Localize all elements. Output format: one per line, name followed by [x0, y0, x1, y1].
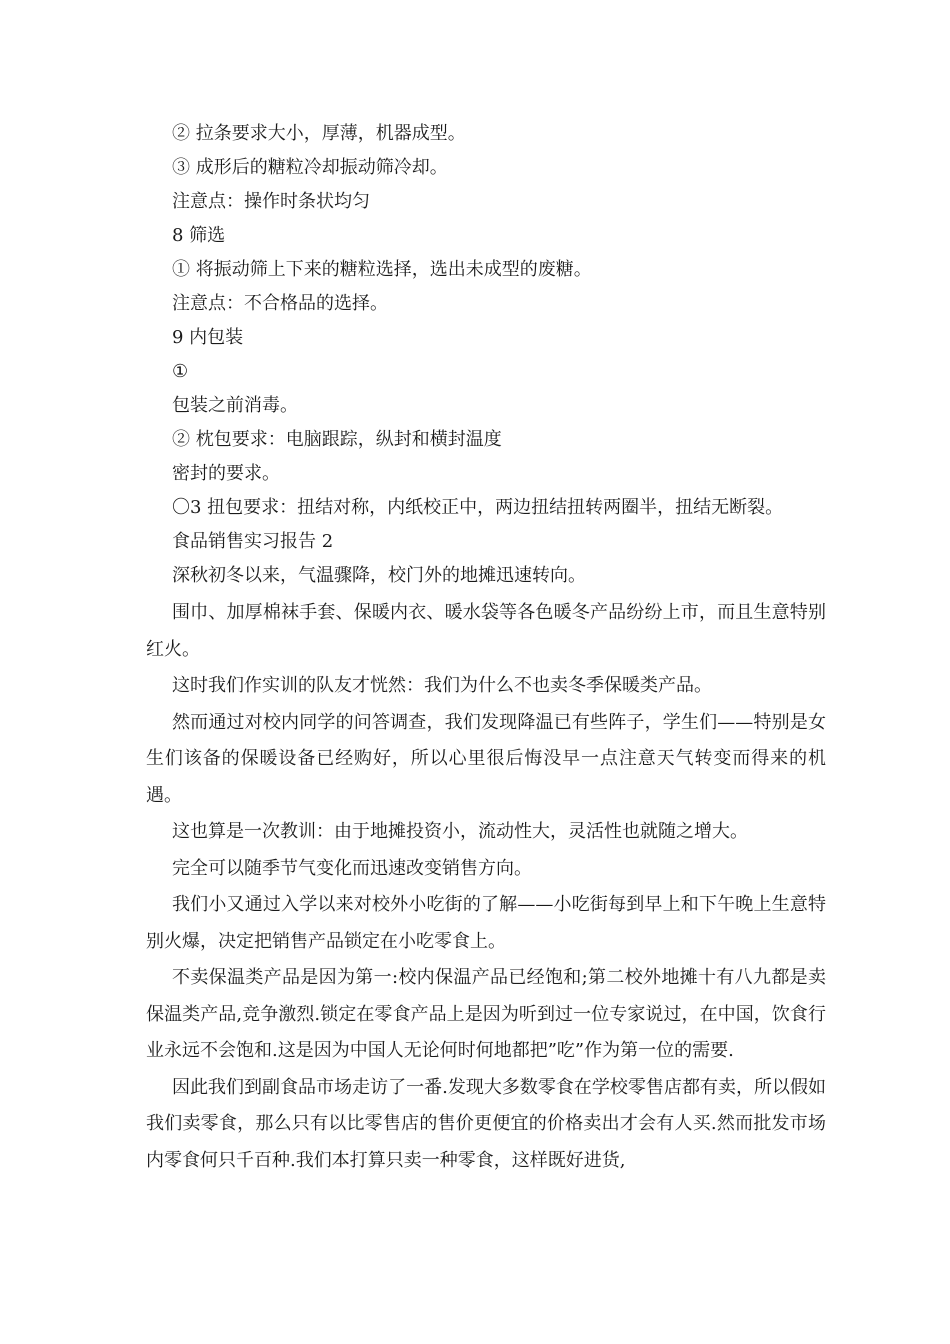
body-paragraph: 不卖保温类产品是因为第一:校内保温产品已经饱和;第二校外地摊十有八九都是卖保温类产品,竞争激烈.锁定在零食产品上是因为听到过一位专家说过，在中国，饮食行业永远不会饱和.这是因为中国人无论何时何地都把”吃”作为第一位的需要. [146, 967, 826, 1061]
section-heading: 8 筛选 [172, 225, 226, 246]
step-line: ② 枕包要求：电脑跟踪，纵封和横封温度 [172, 429, 502, 450]
section-heading: 9 内包装 [172, 327, 244, 348]
note-line: 注意点：不合格品的选择。 [172, 293, 388, 314]
step-line: 〇3 扭包要求：扭结对称，内纸校正中，两边扭结扭转两圈半，扭结无断裂。 [172, 497, 784, 518]
body-paragraph: 这也算是一次教训：由于地摊投资小，流动性大，灵活性也就随之增大。 [172, 821, 748, 842]
body-paragraph: 完全可以随季节气变化而迅速改变销售方向。 [172, 857, 532, 879]
step-line: 包装之前消毒。 [172, 395, 298, 416]
report-title: 食品销售实习报告 2 [172, 531, 334, 552]
body-paragraph: 这时我们作实训的队友才恍然：我们为什么不也卖冬季保暖类产品。 [172, 675, 712, 696]
step-line: ① [172, 361, 189, 382]
body-paragraph: 我们小又通过入学以来对校外小吃街的了解——小吃街每到早上和下午晚上生意特别火爆，决定把销售产品锁定在小吃零食上。 [146, 894, 826, 952]
body-line: 深秋初冬以来，气温骤降，校门外的地摊迅速转向。 [172, 565, 586, 586]
body-paragraph: 然而通过对校内同学的问答调查，我们发现降温已有些阵子，学生们——特别是女生们该备的保暖设备已经购好，所以心里很后悔没早一点注意天气转变而得来的机遇。 [146, 711, 826, 806]
step-line: 密封的要求。 [172, 463, 280, 484]
step-line: ② 拉条要求大小，厚薄，机器成型。 [172, 123, 466, 144]
body-paragraph: 围巾、加厚棉袜手套、保暖内衣、暖水袋等各色暖冬产品纷纷上市，而且生意特别红火。 [146, 602, 826, 660]
step-line: ③ 成形后的糖粒冷却振动筛冷却。 [172, 157, 448, 178]
note-line: 注意点：操作时条状均匀 [172, 191, 370, 212]
step-line: ① 将振动筛上下来的糖粒选择，选出未成型的废糖。 [172, 259, 592, 280]
document-body [146, 117, 826, 1179]
body-paragraph: 因此我们到副食品市场走访了一番.发现大多数零食在学校零售店都有卖，所以假如我们卖零食，那么只有以比零售店的售价更便宜的价格卖出才会有人买.然而批发市场内零食何只千百种.我们本打算只卖一种零食，这样既好进货, [146, 1076, 826, 1171]
